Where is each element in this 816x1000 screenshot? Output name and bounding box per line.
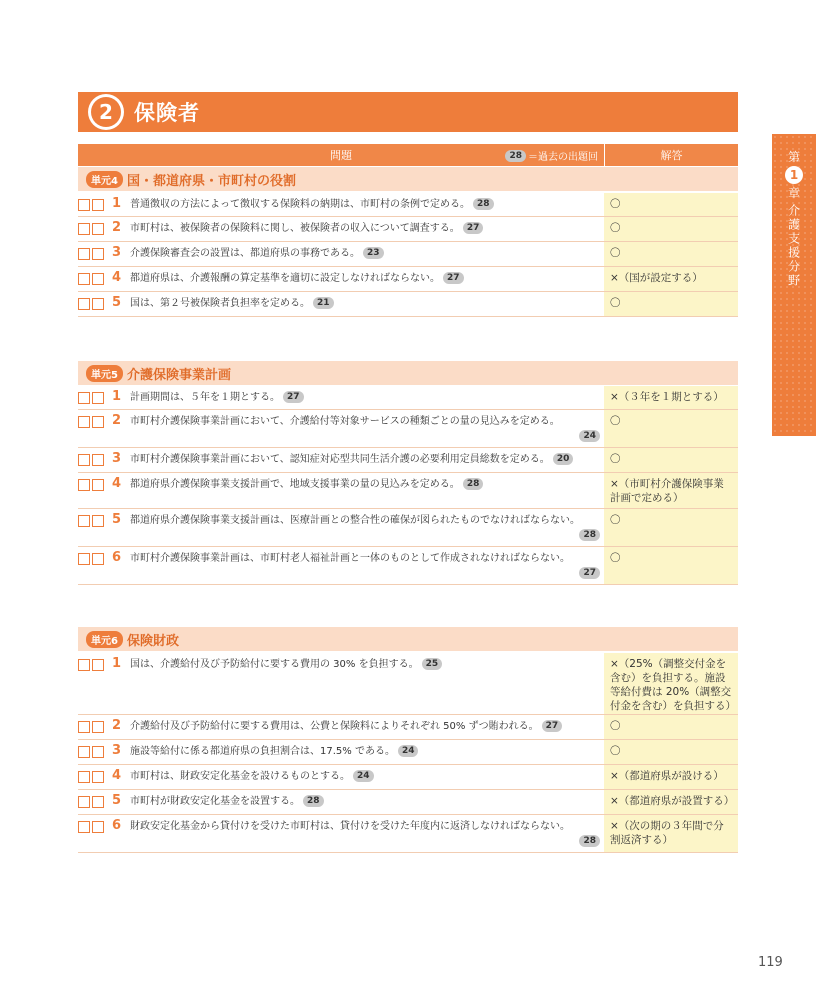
answer-cell: 〇 (604, 292, 738, 316)
checkbox[interactable] (78, 392, 90, 404)
checkbox[interactable] (92, 248, 104, 260)
exam-year-badge: 28 (579, 835, 600, 847)
checkbox[interactable] (78, 199, 90, 211)
question-number: 5 (112, 512, 122, 527)
checkbox[interactable] (78, 746, 90, 758)
question-body: 市町村が財政安定化基金を設置する。 (130, 796, 300, 807)
question-text (128, 509, 604, 546)
question-body: 普通徴収の方法によって徴収する保険料の納期は、市町村の条例で定める。 (130, 199, 470, 210)
page-number: 119 (758, 955, 783, 970)
side-tab-suffix: 章 (787, 186, 800, 200)
header-answer: 解答 (604, 144, 738, 166)
question-body: 市町村介護保険事業計画において、認知症対応型共同生活介護の必要利用定員総数を定める。 (130, 454, 550, 465)
question-body: 市町村は、被保険者の保険料に関し、被保険者の収入について調査する。 (130, 223, 460, 234)
checkbox[interactable] (92, 821, 104, 833)
checkboxes (78, 509, 112, 546)
exam-year-badge: 27 (542, 720, 563, 732)
answer-cell: 〇 (604, 410, 738, 447)
answer-cell: 〇 (604, 193, 738, 216)
checkboxes (78, 715, 112, 739)
exam-year-badge: 23 (363, 247, 384, 259)
legend-text: ＝過去の出題回 (528, 152, 598, 163)
checkboxes (78, 765, 112, 789)
table-row (78, 410, 738, 448)
unit-tag: 単元4 (86, 171, 123, 188)
question-text (128, 790, 604, 814)
question-body: 介護保険審査会の設置は、都道府県の事務である。 (130, 248, 360, 259)
exam-year-badge: 21 (313, 297, 334, 309)
checkbox[interactable] (78, 659, 90, 671)
unit-name: 介護保険事業計画 (126, 367, 231, 383)
side-tab-chapter-name: 介護支援分野 (786, 204, 801, 288)
table-row (78, 217, 738, 242)
section-title: 保険者 (134, 101, 200, 125)
table-row (78, 765, 738, 790)
checkbox[interactable] (78, 796, 90, 808)
question-text (128, 217, 604, 241)
checkboxes (78, 448, 112, 472)
answer-cell: ×（市町村介護保険事業計画で定める） (604, 473, 738, 508)
header-question: 問題 (330, 149, 352, 162)
checkboxes (78, 473, 112, 508)
side-tab-prefix: 第 (787, 150, 800, 164)
exam-year-badge: 28 (303, 795, 324, 807)
question-body: 施設等給付に係る都道府県の負担割合は、17.5% である。 (130, 746, 395, 757)
table-row (78, 790, 738, 815)
answer-cell: ×（都道府県が設置する） (604, 790, 738, 814)
exam-year-badge: 27 (579, 567, 600, 579)
checkbox[interactable] (92, 771, 104, 783)
exam-year-badge: 28 (463, 478, 484, 490)
table-row (78, 386, 738, 410)
checkbox[interactable] (78, 248, 90, 260)
exam-year-badge: 25 (422, 658, 443, 670)
answer-cell: ×（国が設定する） (604, 267, 738, 291)
checkbox[interactable] (92, 659, 104, 671)
answer-cell: 〇 (604, 509, 738, 546)
question-text (128, 653, 604, 714)
checkboxes (78, 292, 112, 316)
question-text (128, 765, 604, 789)
table-row (78, 267, 738, 292)
question-text (128, 547, 604, 584)
checkbox[interactable] (78, 553, 90, 565)
exam-year-badge: 20 (553, 453, 574, 465)
question-text (128, 815, 604, 852)
answer-cell: 〇 (604, 547, 738, 584)
question-text (128, 448, 604, 472)
exam-year-badge: 28 (473, 198, 494, 210)
exam-year-badge: 28 (579, 529, 600, 541)
unit-bar (78, 627, 738, 651)
checkboxes (78, 217, 112, 241)
answer-cell: 〇 (604, 740, 738, 764)
checkbox[interactable] (92, 416, 104, 428)
question-text (128, 386, 604, 409)
checkbox[interactable] (78, 273, 90, 285)
question-number: 4 (112, 476, 122, 491)
exam-year-badge: 24 (353, 770, 374, 782)
table-row (78, 193, 738, 217)
checkboxes (78, 815, 112, 852)
question-number: 2 (112, 718, 122, 733)
checkbox[interactable] (92, 223, 104, 235)
answer-cell: ×（３年を１期とする） (604, 386, 738, 409)
checkbox[interactable] (78, 515, 90, 527)
checkbox[interactable] (78, 721, 90, 733)
table-header (78, 144, 738, 166)
answer-cell: ×（都道府県が設ける） (604, 765, 738, 789)
question-number: 6 (112, 818, 122, 833)
checkbox[interactable] (78, 479, 90, 491)
table-row (78, 448, 738, 473)
answer-cell: 〇 (604, 242, 738, 266)
table-row (78, 473, 738, 509)
question-number: 3 (112, 245, 122, 260)
checkbox[interactable] (92, 553, 104, 565)
question-body: 市町村は、財政安定化基金を設けるものとする。 (130, 771, 350, 782)
question-number: 1 (112, 196, 122, 211)
checkbox[interactable] (92, 515, 104, 527)
question-body: 計画期間は、５年を１期とする。 (130, 392, 280, 403)
checkbox[interactable] (92, 746, 104, 758)
question-number: 2 (112, 220, 122, 235)
question-text (128, 410, 604, 447)
table-row (78, 509, 738, 547)
question-number: 2 (112, 413, 122, 428)
checkbox[interactable] (78, 771, 90, 783)
checkboxes (78, 790, 112, 814)
checkbox[interactable] (78, 821, 90, 833)
checkboxes (78, 193, 112, 216)
question-body: 国は、介護給付及び予防給付に要する費用の 30% を負担する。 (130, 659, 419, 670)
question-number: 1 (112, 656, 122, 671)
question-text (128, 715, 604, 739)
section-number-badge: 2 (88, 94, 124, 130)
question-number: 6 (112, 550, 122, 565)
question-body: 国は、第２号被保険者負担率を定める。 (130, 298, 310, 309)
question-text (128, 242, 604, 266)
checkboxes (78, 547, 112, 584)
checkbox[interactable] (92, 721, 104, 733)
unit-name: 保険財政 (126, 633, 179, 649)
question-text (128, 193, 604, 216)
exam-year-badge: 24 (398, 745, 419, 757)
table-row (78, 242, 738, 267)
question-number: 4 (112, 768, 122, 783)
unit-tag: 単元6 (86, 631, 123, 648)
side-tab-chapter-number: 1 (785, 166, 803, 184)
question-body: 都道府県は、介護報酬の算定基準を適切に設定しなければならない。 (130, 273, 440, 284)
question-number: 4 (112, 270, 122, 285)
checkbox[interactable] (78, 454, 90, 466)
checkboxes (78, 410, 112, 447)
checkbox[interactable] (78, 416, 90, 428)
answer-cell: 〇 (604, 448, 738, 472)
question-body: 介護給付及び予防給付に要する費用は、公費と保険料によりそれぞれ 50% ずつ賄われる。 (130, 721, 539, 732)
table-row (78, 715, 738, 740)
exam-year-badge: 27 (443, 272, 464, 284)
question-text (128, 267, 604, 291)
exam-year-badge: 27 (283, 391, 304, 403)
exam-year-badge: 24 (579, 430, 600, 442)
checkbox[interactable] (92, 454, 104, 466)
question-number: 1 (112, 389, 122, 404)
question-body: 市町村介護保険事業計画において、介護給付等対象サービスの種類ごとの量の見込みを定める。 (130, 416, 560, 427)
checkbox[interactable] (92, 199, 104, 211)
checkboxes (78, 740, 112, 764)
unit-bar (78, 167, 738, 191)
checkboxes (78, 242, 112, 266)
checkbox[interactable] (92, 479, 104, 491)
checkbox[interactable] (92, 796, 104, 808)
checkbox[interactable] (92, 273, 104, 285)
legend-badge: 28 (505, 150, 526, 162)
question-number: 3 (112, 743, 122, 758)
question-text (128, 740, 604, 764)
section-header (78, 92, 738, 132)
exam-year-badge: 27 (463, 222, 484, 234)
question-body: 都道府県介護保険事業支援計画で、地域支援事業の量の見込みを定める。 (130, 479, 460, 490)
table-row (78, 740, 738, 765)
checkbox[interactable] (78, 223, 90, 235)
unit-bar (78, 361, 738, 385)
unit-tag: 単元5 (86, 365, 123, 382)
unit-name: 国・都道府県・市町村の役割 (126, 173, 296, 189)
checkboxes (78, 386, 112, 409)
table-row (78, 653, 738, 715)
answer-cell: 〇 (604, 715, 738, 739)
question-body: 都道府県介護保険事業支援計画は、医療計画との整合性の確保が図られたものでなければならない。 (130, 515, 580, 526)
answer-cell: 〇 (604, 217, 738, 241)
question-number: 5 (112, 295, 122, 310)
checkbox[interactable] (92, 392, 104, 404)
checkboxes (78, 267, 112, 291)
question-body: 市町村介護保険事業計画は、市町村老人福祉計画と一体のものとして作成されなければならない。 (130, 553, 570, 564)
header-legend (502, 148, 598, 163)
table-row (78, 547, 738, 585)
table-row (78, 292, 738, 317)
checkbox[interactable] (92, 298, 104, 310)
chapter-side-tab (772, 134, 816, 436)
answer-cell: ×（次の期の３年間で分割返済する） (604, 815, 738, 852)
table-row (78, 815, 738, 853)
checkboxes (78, 653, 112, 714)
question-text (128, 473, 604, 508)
checkbox[interactable] (78, 298, 90, 310)
question-number: 5 (112, 793, 122, 808)
question-text (128, 292, 604, 316)
question-body: 財政安定化基金から貸付けを受けた市町村は、貸付けを受けた年度内に返済しなければならない。 (130, 821, 570, 832)
answer-cell: ×（25%（調整交付金を含む）を負担する。施設等給付費は 20%（調整交付金を含む）を負担する） (604, 653, 738, 714)
question-number: 3 (112, 451, 122, 466)
